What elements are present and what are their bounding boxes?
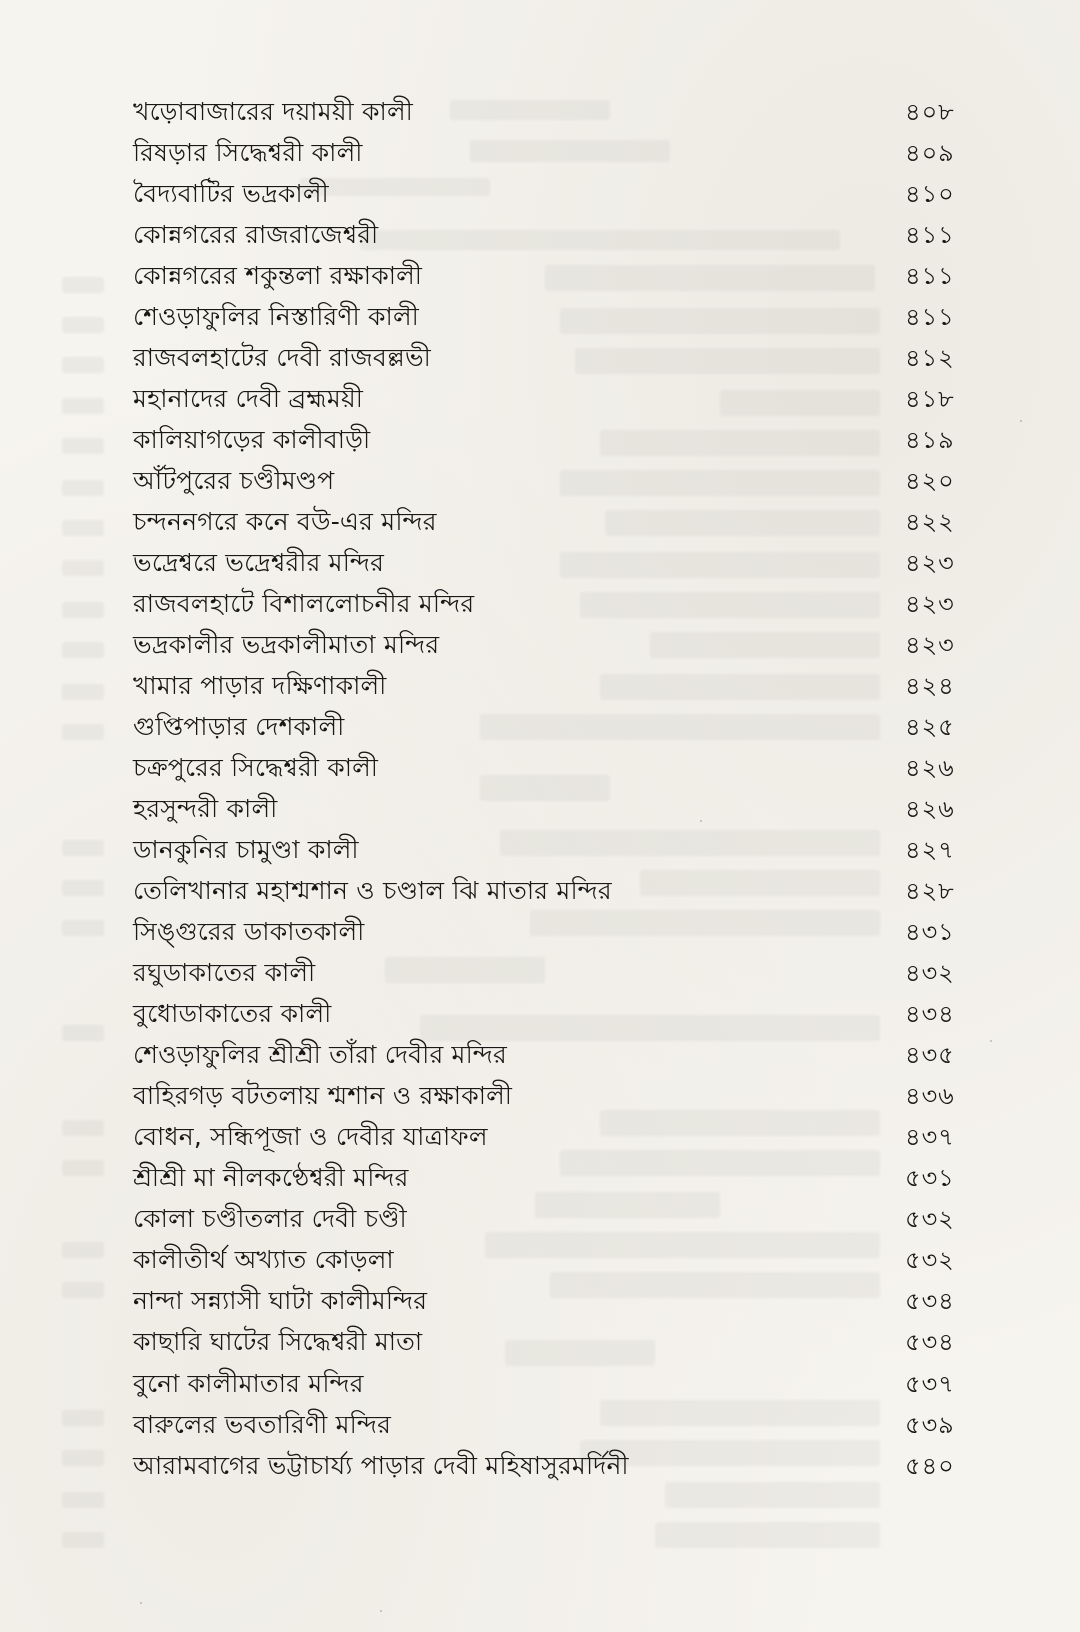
entry-title: কালীতীর্থ অখ্যাত কোড়লা [133,1245,394,1274]
entry-title: হরসুন্দরী কালী [133,794,278,823]
entry-title: রিষড়ার সিদ্ধেশ্বরী কালী [133,138,363,167]
entry-page-number: ৪২৩ [905,549,955,577]
entry-title: বৈদ্যবাটির ভদ্রকালী [133,179,329,208]
entry-page-number: ৪৩৪ [905,1000,955,1028]
toc-entry [133,953,973,993]
entry-title: কোলা চণ্ডীতলার দেবী চণ্ডী [133,1204,407,1233]
entry-title: বারুলের ভবতারিণী মন্দির [133,1410,392,1439]
entry-title: রাজবলহাটের দেবী রাজবল্লভী [133,343,431,372]
toc-entry [133,1035,973,1075]
entry-page-number: ৪৩৭ [905,1123,955,1151]
entry-title: নান্দা সন্ন্যাসী ঘাটা কালীমন্দির [133,1286,428,1315]
entry-title: চন্দননগরে কনে বউ-এর মন্দির [133,507,437,536]
entry-page-number: ৪১০ [905,180,955,208]
entry-page-number: ৪২৫ [905,713,955,741]
toc-entry [133,1364,973,1404]
toc-entry [133,133,973,173]
entry-title: বাহিরগড় বটতলায় শ্মশান ও রক্ষাকালী [133,1081,513,1110]
entry-page-number: ৫৩৪ [905,1287,955,1315]
entry-page-number: ৪১৯ [905,426,955,454]
entry-title: শেওড়াফুলির শ্রীশ্রী তাঁরা দেবীর মন্দির [133,1040,507,1069]
entry-page-number: ৪৩২ [905,959,955,987]
entry-page-number: ৪২৬ [905,795,955,823]
toc-entry [133,1446,973,1486]
toc-entry [133,748,973,788]
entry-page-number: ৫৪০ [905,1452,955,1480]
entry-page-number: ৫৩১ [905,1164,955,1192]
entry-title: খামার পাড়ার দক্ষিণাকালী [133,671,387,700]
entry-title: মহানাদের দেবী ব্রহ্মময়ী [133,384,364,413]
entry-title: কালিয়াগড়ের কালীবাড়ী [133,425,371,454]
entry-title: খড়োবাজারের দয়াময়ী কালী [133,97,413,126]
toc-entry [133,1281,973,1321]
entry-page-number: ৫৩৭ [905,1370,955,1398]
entry-title: সিঙ্গুরের ডাকাতকালী [133,917,365,946]
entry-title: আরামবাগের ভট্টাচার্য্য পাড়ার দেবী মহিষাসুরমর্দিনী [133,1451,629,1480]
toc-entry [133,707,973,747]
toc-entry [133,666,973,706]
entry-page-number: ৫৩২ [905,1205,955,1233]
toc-entry [133,502,973,542]
entry-title: আঁটপুরের চণ্ডীমণ্ডপ [133,466,335,495]
entry-page-number: ৪০৮ [905,98,955,126]
toc-entry [133,92,973,132]
entry-title: কোন্নগরের শকুন্তলা রক্ষাকালী [133,261,423,290]
entry-page-number: ৪২৩ [905,590,955,618]
entry-page-number: ৪২৭ [905,836,955,864]
entry-page-number: ৪১১ [905,262,955,290]
entry-title: বুনো কালীমাতার মন্দির [133,1369,364,1398]
entry-page-number: ৪২৮ [905,877,955,905]
entry-title: শেওড়াফুলির নিস্তারিণী কালী [133,302,419,331]
toc-entry [133,1322,973,1362]
entry-title: গুপ্তিপাড়ার দেশকালী [133,712,345,741]
entry-title: ভদ্রকালীর ভদ্রকালীমাতা মন্দির [133,630,440,659]
entry-page-number: ৪০৯ [905,139,955,167]
toc-entry [133,1117,973,1157]
entry-page-number: ৪৩৫ [905,1041,955,1069]
entry-title: তেলিখানার মহাশ্মশান ও চণ্ডাল ঝি মাতার মন্দির [133,876,612,905]
toc-entry [133,379,973,419]
entry-page-number: ৪১২ [905,344,955,372]
entry-title: কাছারি ঘাটের সিদ্ধেশ্বরী মাতা [133,1327,423,1356]
toc-entry [133,1405,973,1445]
toc-entry [133,871,973,911]
entry-page-number: ৪২৩ [905,631,955,659]
toc-entry [133,1199,973,1239]
toc-entry [133,830,973,870]
toc-entry [133,625,973,665]
toc-entry [133,215,973,255]
entry-title: ভদ্রেশ্বরে ভদ্রেশ্বরীর মন্দির [133,548,385,577]
entry-title: রাজবলহাটে বিশাললোচনীর মন্দির [133,589,475,618]
entry-page-number: ৪৩৬ [905,1082,955,1110]
entry-title: কোন্নগরের রাজরাজেশ্বরী [133,220,379,249]
entry-page-number: ৪১৮ [905,385,955,413]
entry-page-number: ৪২৬ [905,754,955,782]
entry-title: চক্রপুরের সিদ্ধেশ্বরী কালী [133,753,379,782]
entry-page-number: ৪২০ [905,467,955,495]
entry-title: ডানকুনির চামুণ্ডা কালী [133,835,359,864]
toc-entry [133,1076,973,1116]
toc-entry [133,584,973,624]
toc-entry [133,543,973,583]
toc-entry [133,420,973,460]
toc-entry [133,338,973,378]
toc-entry [133,789,973,829]
toc-entry [133,994,973,1034]
toc-entry [133,297,973,337]
entry-page-number: ৪১১ [905,221,955,249]
toc-entry [133,461,973,501]
toc-entry [133,256,973,296]
toc-entry [133,1158,973,1198]
entry-title: শ্রীশ্রী মা নীলকণ্ঠেশ্বরী মন্দির [133,1163,409,1192]
entry-page-number: ৪১১ [905,303,955,331]
entry-title: বোধন, সন্ধিপূজা ও দেবীর যাত্রাফল [133,1122,488,1151]
entry-page-number: ৪২২ [905,508,955,536]
entry-page-number: ৪২৪ [905,672,955,700]
entry-title: রঘুডাকাতের কালী [133,958,316,987]
entry-page-number: ৪৩১ [905,918,955,946]
entry-page-number: ৫৩২ [905,1246,955,1274]
toc-entry [133,174,973,214]
entry-page-number: ৫৩৪ [905,1328,955,1356]
entry-page-number: ৫৩৯ [905,1411,955,1439]
toc-entry [133,912,973,952]
entry-title: বুধোডাকাতের কালী [133,999,332,1028]
toc-entry [133,1240,973,1280]
